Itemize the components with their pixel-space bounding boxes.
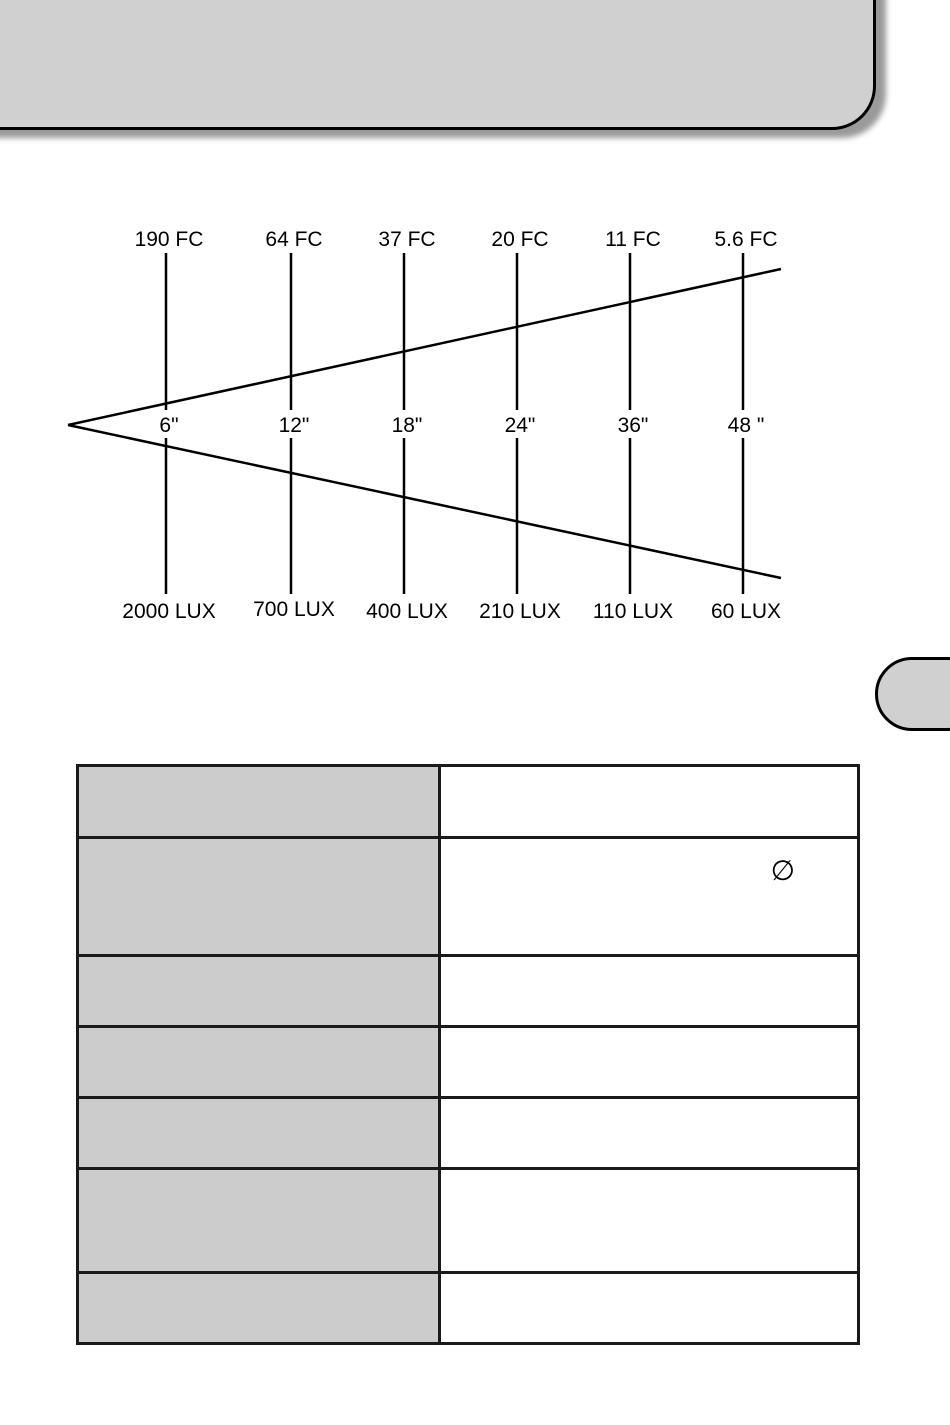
distance-label: 12" xyxy=(278,414,310,437)
fc-label: 5.6 FC xyxy=(714,228,778,251)
spec-row xyxy=(78,1098,859,1169)
fc-label: 11 FC xyxy=(605,228,661,251)
beam-upper-edge xyxy=(68,269,781,425)
spec-key-cell xyxy=(78,1098,440,1169)
spec-row xyxy=(78,838,859,956)
diameter-icon: ∅ xyxy=(770,854,795,887)
distance-markers xyxy=(122,228,781,623)
lux-label: 700 LUX xyxy=(253,598,335,621)
fc-label: 20 FC xyxy=(491,228,549,251)
distance-label: 18" xyxy=(391,414,423,437)
fc-label: 37 FC xyxy=(378,228,436,251)
distance-label: 6" xyxy=(159,414,179,437)
spec-value-cell xyxy=(440,1098,859,1169)
spec-value-cell xyxy=(440,766,859,838)
beam-lower-edge xyxy=(68,425,781,578)
lux-label: 210 LUX xyxy=(479,600,561,623)
spec-value-cell xyxy=(440,1027,859,1098)
lux-label: 2000 LUX xyxy=(122,600,216,623)
spec-row xyxy=(78,766,859,838)
spec-key-cell xyxy=(78,766,440,838)
lux-label: 60 LUX xyxy=(710,600,782,623)
spec-key-cell xyxy=(78,956,440,1027)
spec-row xyxy=(78,956,859,1027)
spec-value-cell xyxy=(440,956,859,1027)
lux-label: 110 LUX xyxy=(592,600,674,623)
light-beam-diagram xyxy=(0,0,950,700)
spec-value-cell xyxy=(440,838,859,956)
spec-key-cell xyxy=(78,1169,440,1273)
spec-key-cell xyxy=(78,1027,440,1098)
fc-label: 64 FC xyxy=(265,228,323,251)
fc-label: 190 FC xyxy=(134,228,204,251)
spec-value-cell xyxy=(440,1273,859,1344)
distance-label: 24" xyxy=(504,414,536,437)
spec-key-cell xyxy=(78,838,440,956)
spec-row xyxy=(78,1169,859,1273)
lux-label: 400 LUX xyxy=(366,600,448,623)
distance-label: 48 " xyxy=(727,414,765,437)
spec-value-cell xyxy=(440,1169,859,1273)
spec-table xyxy=(76,764,860,1345)
spec-row xyxy=(78,1027,859,1098)
spec-key-cell xyxy=(78,1273,440,1344)
spec-row xyxy=(78,1273,859,1344)
distance-label: 36" xyxy=(617,414,649,437)
